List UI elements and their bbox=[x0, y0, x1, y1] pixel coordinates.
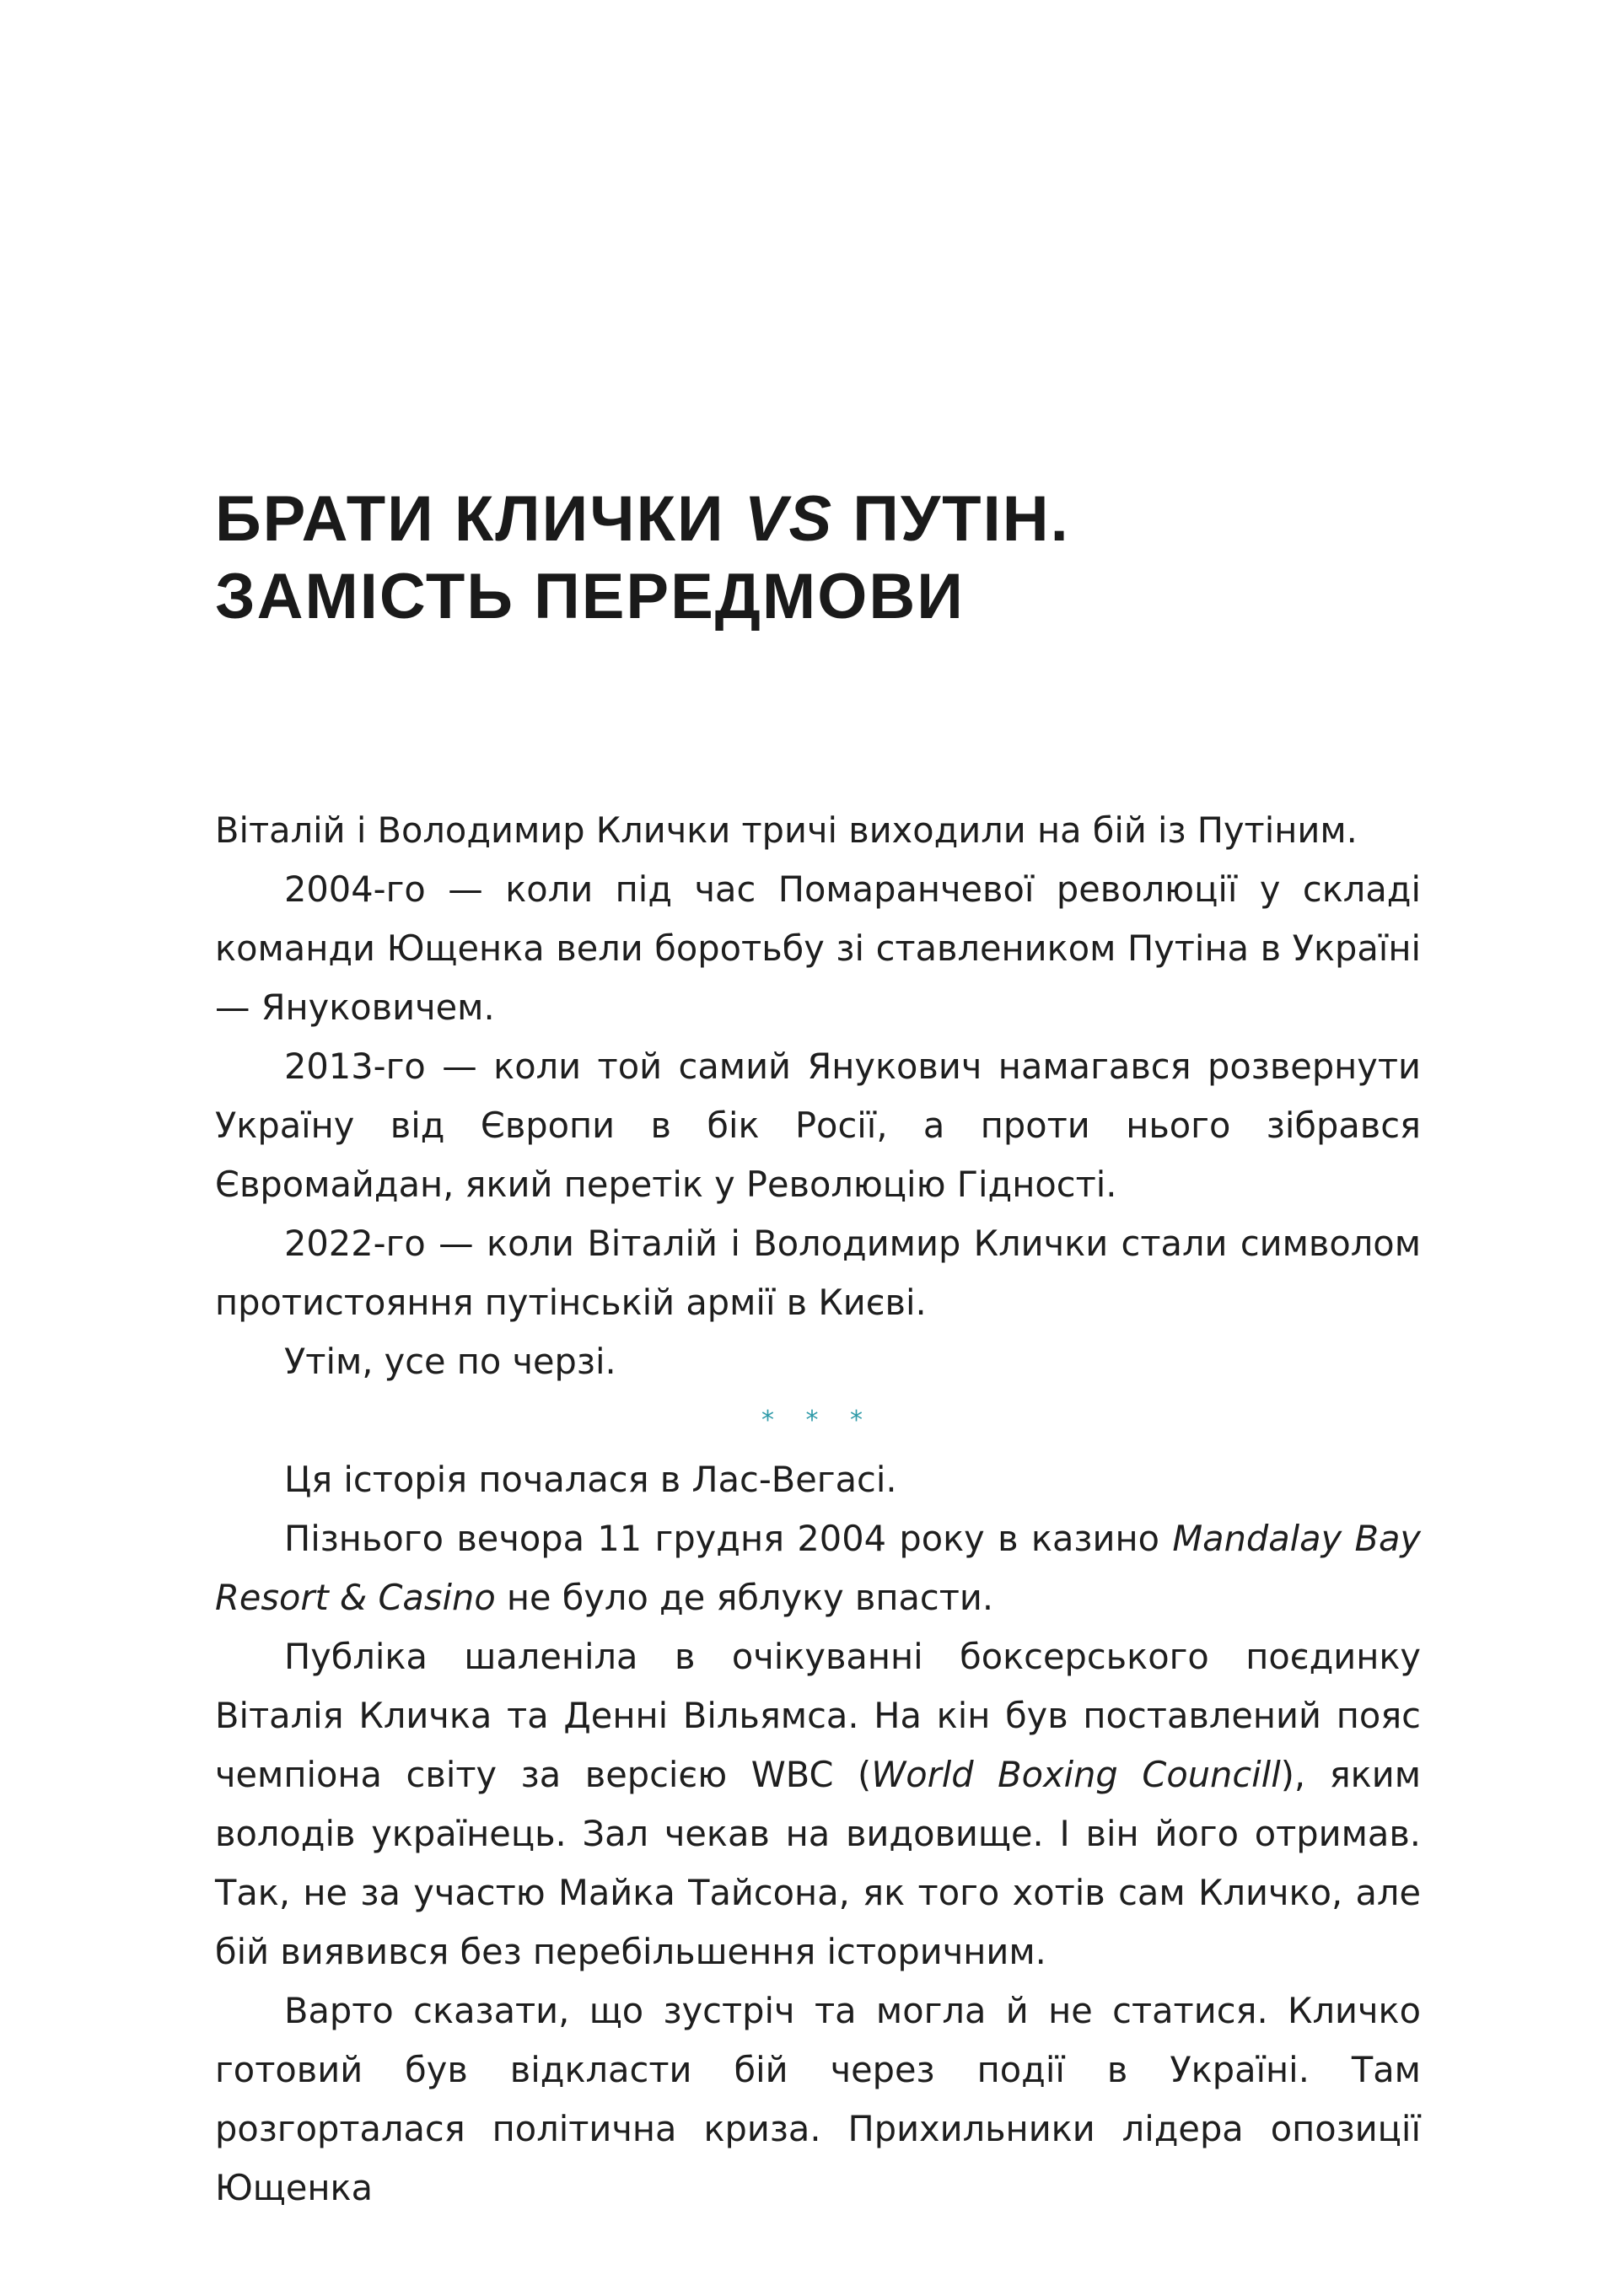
chapter-title-line-2: ЗАМІСТЬ ПЕРЕДМОВИ bbox=[215, 561, 965, 632]
paragraph-8-italic: World Boxing Councill bbox=[871, 1754, 1281, 1795]
paragraph-9: Варто сказати, що зустріч та могла й не статися. Кличко готовий був відкласти бій через події в Україні. Там розгорталася політична криза. Прихильники лідера опозиції Ющенка bbox=[215, 1990, 1421, 2208]
paragraph-8-text-b: ), яким володів українець. Зал чекав на видовище. І він його отримав. Так, не за участю Майка Тайсона, як того хотів сам Кличко, але бій виявився без перебільшення історичним. bbox=[215, 1754, 1422, 1972]
paragraph-7-italic: Mandalay Bay Resort & Casino bbox=[215, 1518, 1421, 1618]
paragraph-8-text-a: Публіка шаленіла в очікуванні боксерського поєдинку Віталія Кличка та Денні Вільямса. На кін був поставлений пояс чемпіона світу за версією WBC ( bbox=[215, 1636, 1421, 1795]
paragraph-8 bbox=[215, 1627, 1421, 1981]
section-separator: * * * bbox=[761, 1406, 875, 1435]
paragraph-6: Ця історія почалася в Лас-Вегасі. bbox=[284, 1459, 897, 1500]
paragraph-1: Віталій і Володимир Клички тричі виходили на бій із Путіним. bbox=[215, 809, 1358, 851]
paragraph-5: Утім, усе по черзі. bbox=[284, 1341, 616, 1382]
title-vs: VS bbox=[744, 483, 834, 555]
chapter-body bbox=[215, 801, 1421, 2218]
title-part-1: БРАТИ КЛИЧКИ bbox=[215, 483, 745, 555]
paragraph-7-text-a: Пізнього вечора 11 грудня 2004 року в казино bbox=[284, 1518, 1173, 1559]
chapter-title bbox=[215, 481, 1480, 636]
chapter-title-line-1 bbox=[215, 481, 1480, 558]
paragraph-2: 2004-го — коли під час Помаранчевої революції у складі команди Ющенка вели боротьбу зі ставлеником Путіна в Україні — Януковичем. bbox=[215, 868, 1421, 1028]
paragraph-4: 2022-го — коли Віталій і Володимир Клички стали символом протистояння путінській армії в Києві. bbox=[215, 1223, 1421, 1323]
paragraph-7-text-b: не було де яблуку впасти. bbox=[495, 1577, 994, 1618]
title-part-2: ПУТІН. bbox=[833, 483, 1070, 555]
paragraph-7 bbox=[215, 1509, 1421, 1627]
paragraph-3: 2013-го — коли той самий Янукович намагався розвернути Україну від Європи в бік Росії, а проти нього зібрався Євромайдан, який перетік у Революцію Гідності. bbox=[215, 1046, 1421, 1205]
